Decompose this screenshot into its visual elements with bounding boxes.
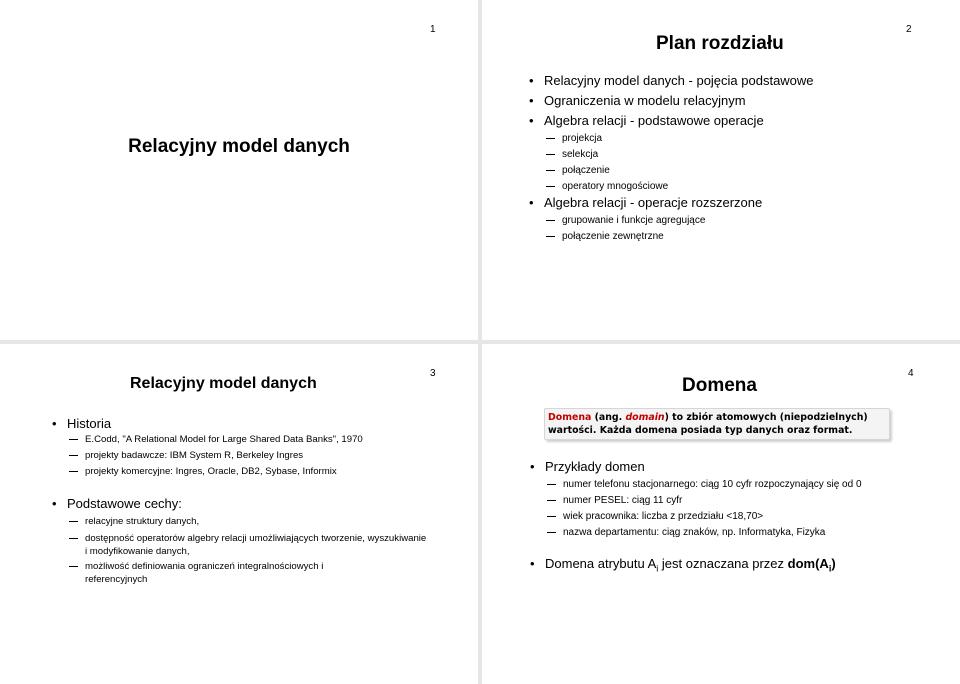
slide-2 [482,0,960,340]
dom-subscript: i [828,563,832,574]
examples-list [530,459,955,577]
slide-number: 1 [430,24,436,35]
sub-item: nazwa departamentu: ciąg znaków, np. Informatyka, Fizyka [545,526,955,539]
plan-list [529,73,939,243]
list-item-label: Historia [67,416,112,431]
sub-item: połączenie [544,164,939,177]
sub-item: połączenie zewnętrzne [544,230,939,243]
sub-item: grupowanie i funkcje agregujące [544,214,939,227]
list-item [52,416,462,478]
slide-title: Relacyjny model danych [130,375,317,392]
slide-number: 4 [908,368,914,379]
list-item [52,496,462,586]
sub-item: numer PESEL: ciąg 11 cyfr [545,494,955,507]
definition-text: ) to zbiór atomowych (niepodzielnych) wartości. Każda domena posiada typ danych oraz format. [548,412,868,436]
list-item: • Ograniczenia w modelu relacyjnym [529,93,939,109]
slide-title: Plan rozdziału [656,33,784,54]
definition-ang-word: domain [625,412,665,423]
dom-close: ) [831,556,836,571]
slide-1 [0,0,478,340]
attribute-text: Domena atrybutu A [545,556,657,571]
list-item-label: Podstawowe cechy: [67,496,182,511]
content-list [52,416,462,586]
list-item [530,459,955,539]
slide-3 [0,344,478,684]
definition-ang: (ang. [591,412,626,423]
definition-term: Domena [548,412,592,423]
list-item [529,195,939,243]
attribute-middle: jest oznaczana przez [658,556,788,571]
sub-item: selekcja [544,148,939,161]
slide-number: 2 [906,24,912,35]
attribute-subscript: i [656,563,659,574]
sub-item: dostępność operatorów algebry relacji umożliwiających tworzenie, wyszukiwanie i modyfikowanie danych, [67,532,430,558]
sub-item: projekty badawcze: IBM System R, Berkeley Ingres [67,449,462,462]
list-item [529,113,939,193]
slide-title: Relacyjny model danych [128,136,350,157]
sub-item: relacyjne struktury danych, [67,515,462,528]
sub-item: możliwość definiowania ograniczeń integralnościowych i referencyjnych [67,560,375,586]
sub-item: numer telefonu stacjonarnego: ciąg 10 cyfr rozpoczynający się od 0 [545,478,955,491]
list-item-label: Algebra relacji - operacje rozszerzone [544,195,763,210]
definition-box [544,408,890,440]
sub-item: E.Codd, "A Relational Model for Large Shared Data Banks", 1970 [67,433,462,446]
sub-item: projekcja [544,132,939,145]
list-item-label: Algebra relacji - podstawowe operacje [544,113,764,128]
slide-4 [482,344,960,684]
dom-notation: dom(A [787,556,829,571]
sub-item: wiek pracownika: liczba z przedziału <18,70> [545,510,955,523]
list-item-label: Przykłady domen [545,459,645,474]
sub-item: projekty komercyjne: Ingres, Oracle, DB2, Sybase, Informix [67,465,462,478]
slide-number: 3 [430,368,436,379]
list-item [530,556,955,577]
sub-item: operatory mnogościowe [544,180,939,193]
list-item: • Relacyjny model danych - pojęcia podstawowe [529,73,939,89]
slide-title: Domena [682,375,757,396]
